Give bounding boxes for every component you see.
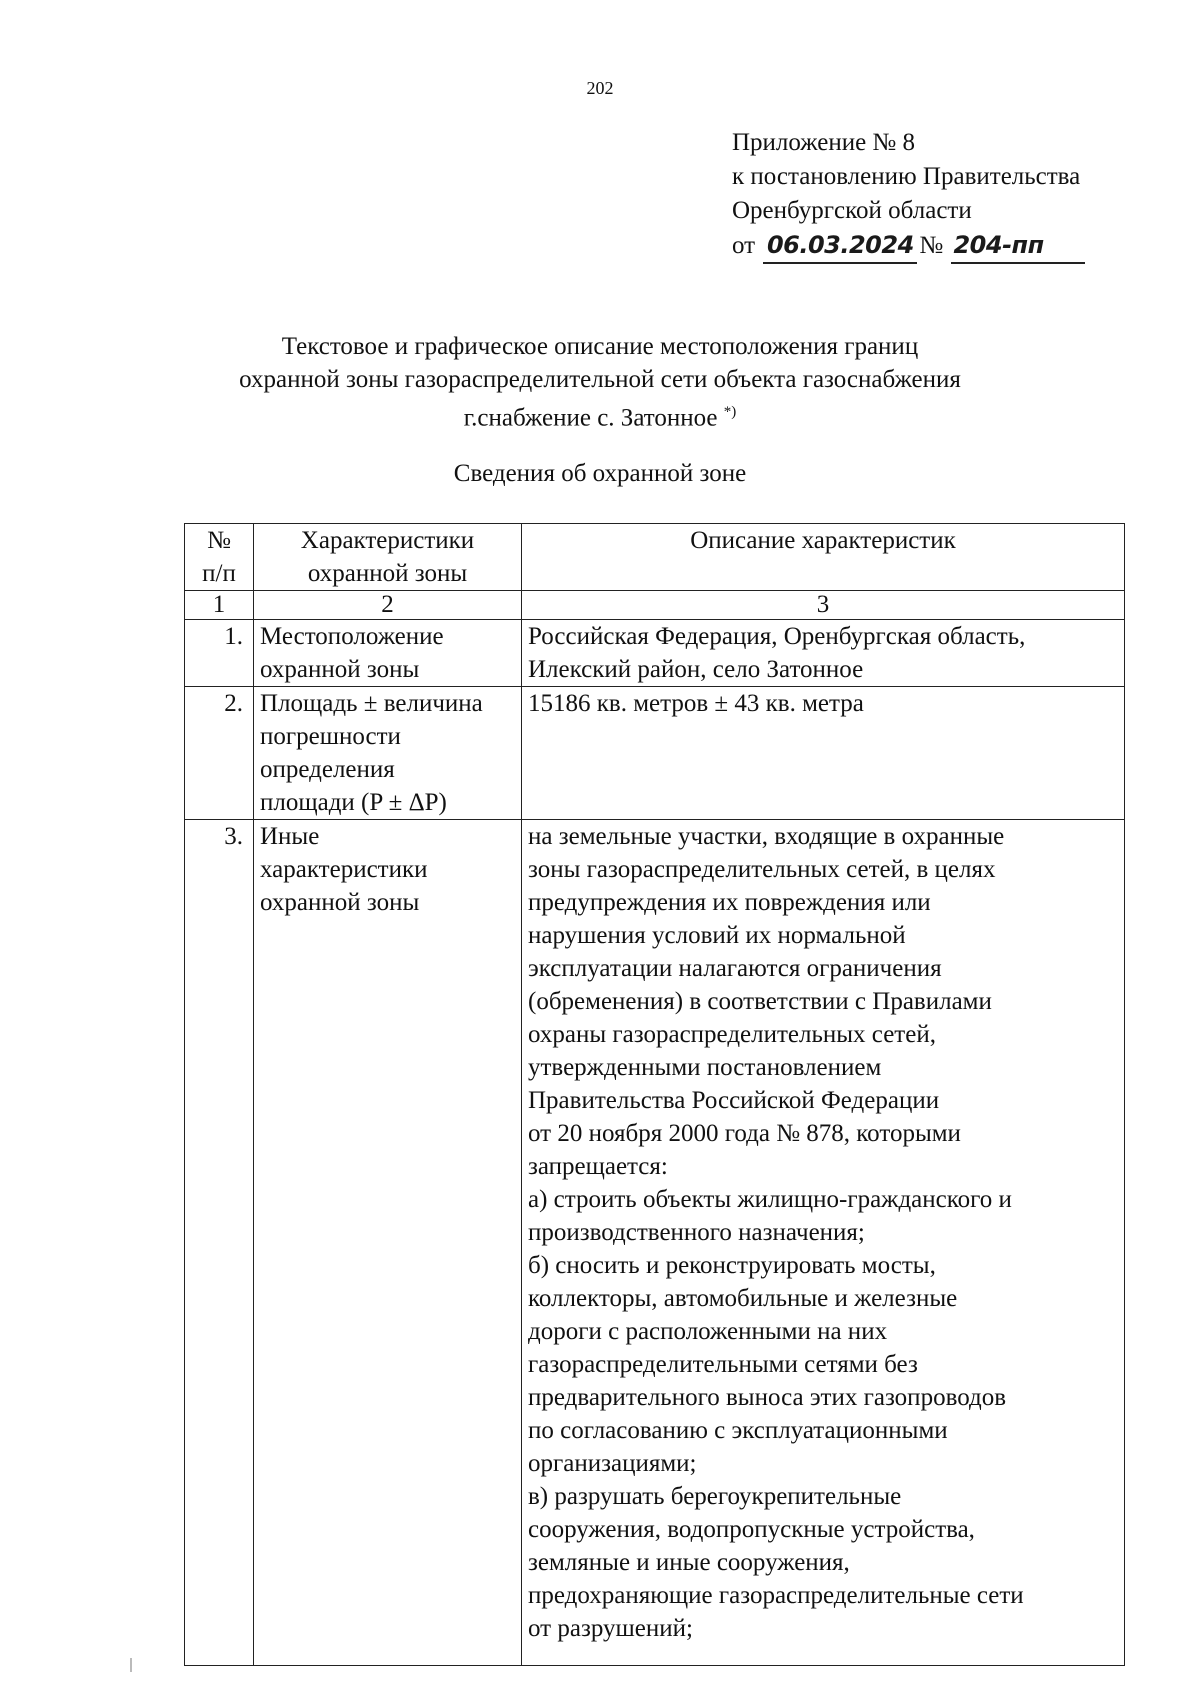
row-characteristic	[254, 820, 522, 1666]
text-line: охраны газораспределительных сетей,	[528, 1021, 936, 1048]
header-characteristics-line: охранной зоны	[307, 560, 468, 587]
text-line: земляные и иные сооружения,	[528, 1549, 850, 1576]
text-line: зоны газораспределительных сетей, в целях	[528, 856, 996, 883]
row-number: 2.	[185, 687, 254, 820]
text-line: б) сносить и реконструировать мосты,	[528, 1252, 936, 1279]
appendix-block	[732, 126, 1087, 264]
text-line: Правительства Российской Федерации	[528, 1087, 940, 1114]
text-line: от разрушений;	[528, 1615, 693, 1642]
number-label: №	[919, 232, 944, 259]
text-line: предварительного выноса этих газопроводов	[528, 1384, 1007, 1411]
page-number: 202	[586, 78, 614, 98]
row-description	[522, 687, 1125, 820]
row-number: 3.	[185, 820, 254, 1666]
header-number-line: п/п	[202, 560, 236, 587]
handwritten-date: 06.03.2024	[763, 228, 917, 264]
header-characteristics	[254, 524, 522, 591]
text-line: Местоположение	[260, 623, 444, 650]
text-line: Илекский район, село Затонное	[528, 656, 864, 683]
handwritten-number: 204-пп	[951, 228, 1085, 264]
document-title	[0, 330, 1200, 434]
text-line: характеристики	[260, 856, 428, 883]
text-line: Площадь ± величина	[260, 690, 483, 717]
text-line: а) строить объекты жилищно-гражданского и	[528, 1186, 1012, 1213]
text-line: запрещается:	[528, 1153, 668, 1180]
text-line: предохраняющие газораспределительные сети	[528, 1582, 1024, 1609]
header-number	[185, 524, 254, 591]
text-line: в) разрушать берегоукрепительные	[528, 1483, 902, 1510]
header-description-line: Описание характеристик	[690, 527, 956, 554]
text-line: сооружения, водопропускные устройства,	[528, 1516, 975, 1543]
appendix-line-1: Приложение № 8	[732, 129, 916, 156]
text-line: от 20 ноября 2000 года № 878, которыми	[528, 1120, 961, 1147]
text-line: Иные	[260, 823, 320, 850]
scan-artifact	[130, 1658, 132, 1672]
text-line: (обременения) в соответствии с Правилами	[528, 988, 992, 1015]
appendix-line-2: к постановлению Правительства	[732, 163, 1081, 190]
section-title: Сведения об охранной зоне	[453, 460, 747, 487]
row-characteristic	[254, 687, 522, 820]
text-line: дороги с расположенными на них	[528, 1318, 888, 1345]
text-line: производственного назначения;	[528, 1219, 865, 1246]
text-line: 15186 кв. метров ± 43 кв. метра	[528, 690, 864, 717]
table-index-row	[185, 591, 1125, 620]
text-line: охранной зоны	[260, 889, 420, 916]
footnote-mark: *)	[723, 404, 737, 420]
table-row	[185, 620, 1125, 687]
row-characteristic	[254, 620, 522, 687]
text-line: коллекторы, автомобильные и железные	[528, 1285, 958, 1312]
row-number: 1.	[185, 620, 254, 687]
text-line: по согласованию с эксплуатационными	[528, 1417, 948, 1444]
index-cell: 2	[254, 591, 522, 620]
text-line: газораспределительными сетями без	[528, 1351, 918, 1378]
zone-info-table	[184, 523, 1125, 1666]
title-line-3-text: г.снабжение с. Затонное	[463, 404, 718, 432]
header-characteristics-line: Характеристики	[300, 527, 475, 554]
index-cell: 1	[185, 591, 254, 620]
text-line: определения	[260, 756, 395, 783]
title-line-2: охранной зоны газораспределительной сети объекта газоснабжения	[239, 366, 961, 393]
title-line-3	[0, 396, 1200, 434]
header-number-line: №	[207, 527, 231, 554]
title-line-1: Текстовое и графическое описание местоположения границ	[281, 333, 919, 360]
table-row	[185, 820, 1125, 1666]
text-line: площади (P ± ΔP)	[260, 789, 447, 816]
table-row	[185, 687, 1125, 820]
text-line: на земельные участки, входящие в охранные	[528, 823, 1005, 850]
appendix-date-number-line	[732, 228, 1087, 264]
from-label: от	[732, 232, 756, 259]
row-description	[522, 820, 1125, 1666]
text-line: утвержденными постановлением	[528, 1054, 882, 1081]
appendix-line-3: Оренбургской области	[732, 197, 972, 224]
text-line: организациями;	[528, 1450, 697, 1477]
index-cell: 3	[522, 591, 1125, 620]
text-line: Российская Федерация, Оренбургская область,	[528, 623, 1026, 650]
text-line: предупреждения их повреждения или	[528, 889, 931, 916]
text-line: нарушения условий их нормальной	[528, 922, 906, 949]
header-description	[522, 524, 1125, 591]
text-line: охранной зоны	[260, 656, 420, 683]
text-line: эксплуатации налагаются ограничения	[528, 955, 942, 982]
table-header-row	[185, 524, 1125, 591]
text-line: погрешности	[260, 723, 401, 750]
row-description	[522, 620, 1125, 687]
